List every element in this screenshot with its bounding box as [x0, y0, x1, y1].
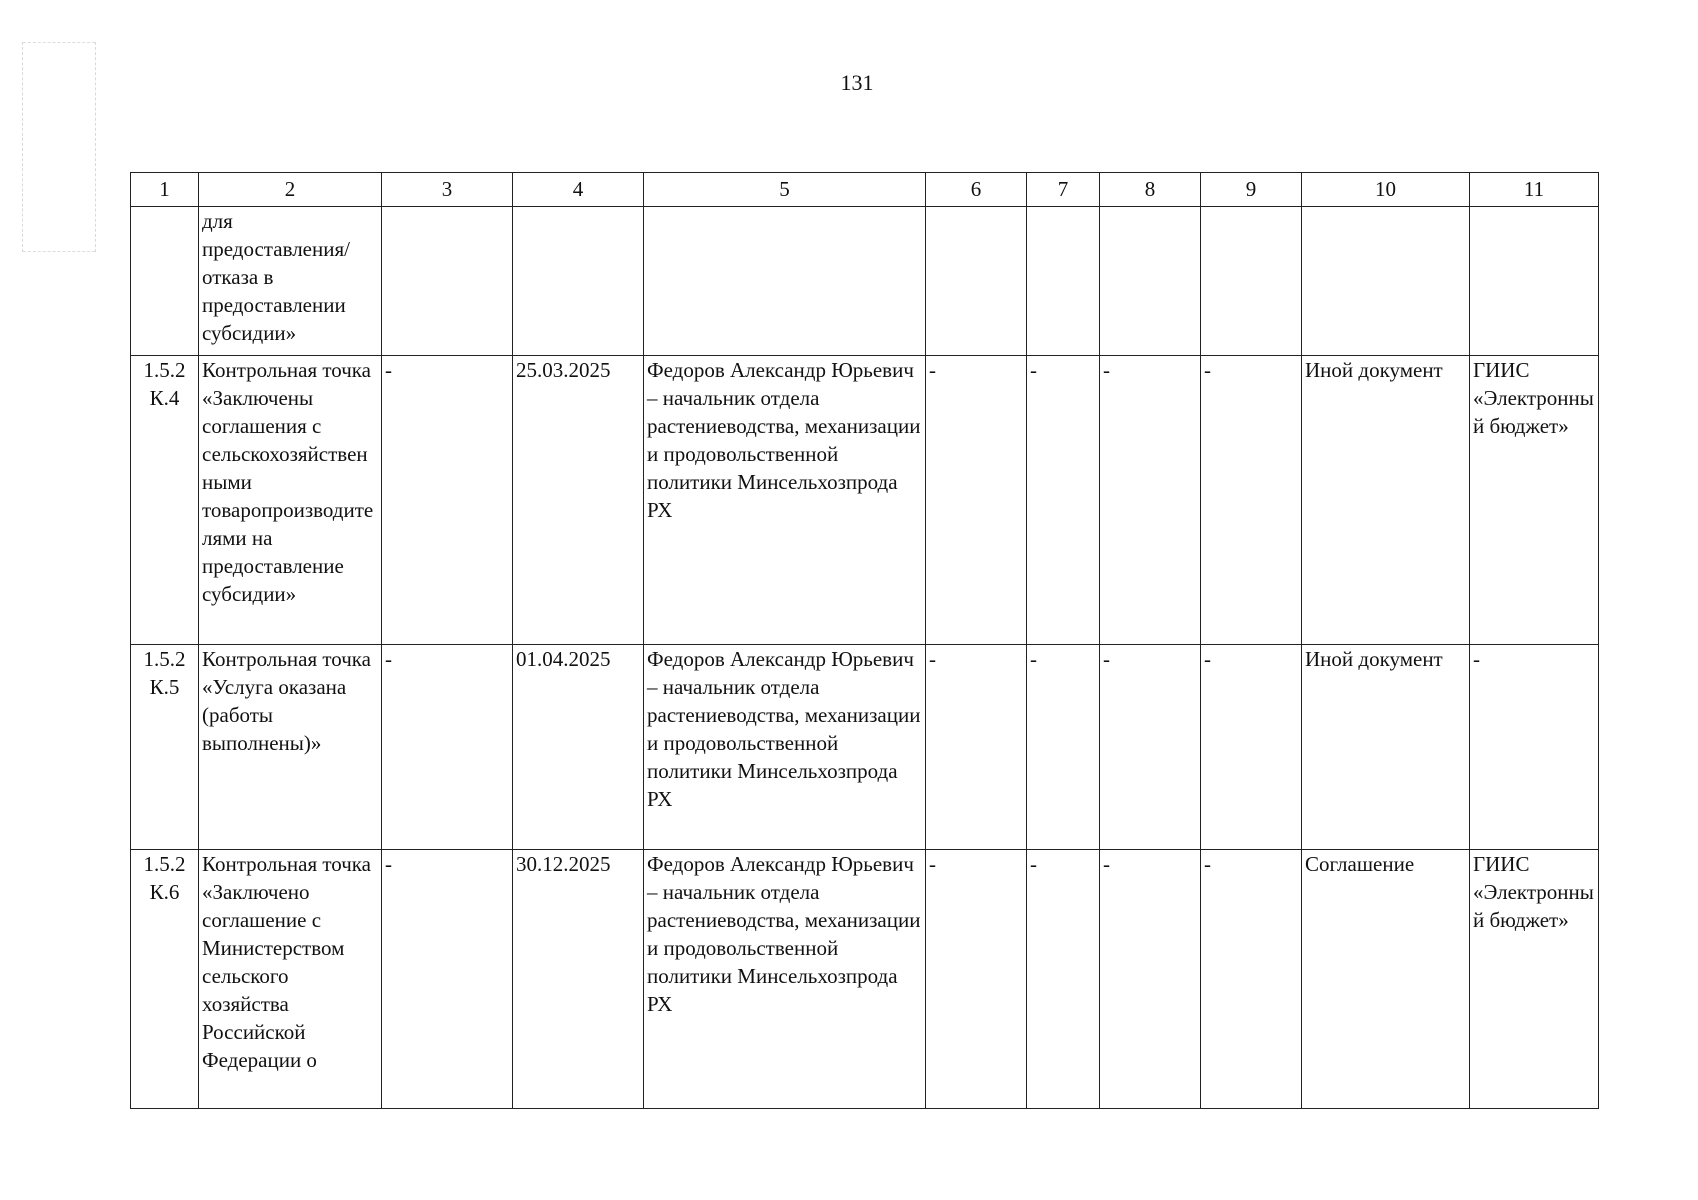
event-name-cell: Контрольная точка «Заключены соглашения с сельскохозяйственными товаропроизводителями на предоставление субсидии» [199, 356, 382, 645]
table-header-row [131, 173, 1599, 207]
cell-col-7: - [1027, 850, 1100, 1109]
cell-col-3: - [382, 645, 513, 850]
info-system-cell [1470, 207, 1599, 356]
col-header-5: 5 [644, 173, 926, 207]
col-header-10: 10 [1302, 173, 1470, 207]
cell-col-8: - [1100, 850, 1201, 1109]
event-name-cell: Контрольная точка «Услуга оказана (работы выполнены)» [199, 645, 382, 850]
table-row [131, 356, 1599, 645]
cell-col-3: - [382, 356, 513, 645]
row-number-cell [131, 207, 199, 356]
document-type-cell: Иной документ [1302, 645, 1470, 850]
row-number-cell: 1.5.2 К.6 [131, 850, 199, 1109]
col-header-1: 1 [131, 173, 199, 207]
schedule-table [130, 172, 1599, 1109]
info-system-cell: - [1470, 645, 1599, 850]
row-number-cell: 1.5.2 К.5 [131, 645, 199, 850]
col-header-6: 6 [926, 173, 1027, 207]
cell-col-6: - [926, 850, 1027, 1109]
row-number-cell: 1.5.2 К.4 [131, 356, 199, 645]
date-cell: 01.04.2025 [513, 645, 644, 850]
info-system-cell: ГИИС «Электронный бюджет» [1470, 850, 1599, 1109]
col-header-7: 7 [1027, 173, 1100, 207]
cell-col-6: - [926, 645, 1027, 850]
cell-col-9: - [1201, 356, 1302, 645]
cell-col-8: - [1100, 356, 1201, 645]
cell-col-7: - [1027, 356, 1100, 645]
responsible-cell: Федоров Александр Юрьевич – начальник отдела растениеводства, механизации и продовольственной политики Минсельхозпрода РХ [644, 645, 926, 850]
event-name-cell: Контрольная точка «Заключено соглашение с Министерством сельского хозяйства Российской Федерации о [199, 850, 382, 1109]
responsible-cell: Федоров Александр Юрьевич – начальник отдела растениеводства, механизации и продовольственной политики Минсельхозпрода РХ [644, 850, 926, 1109]
cell-col-6: - [926, 356, 1027, 645]
cell-col-9: - [1201, 850, 1302, 1109]
responsible-cell [644, 207, 926, 356]
date-cell: 30.12.2025 [513, 850, 644, 1109]
document-type-cell [1302, 207, 1470, 356]
document-type-cell: Соглашение [1302, 850, 1470, 1109]
info-system-cell: ГИИС «Электронный бюджет» [1470, 356, 1599, 645]
cell-col-6 [926, 207, 1027, 356]
document-type-cell: Иной документ [1302, 356, 1470, 645]
responsible-cell: Федоров Александр Юрьевич – начальник отдела растениеводства, механизации и продовольственной политики Минсельхозпрода РХ [644, 356, 926, 645]
cell-col-3 [382, 207, 513, 356]
col-header-2: 2 [199, 173, 382, 207]
date-cell: 25.03.2025 [513, 356, 644, 645]
cell-col-3: - [382, 850, 513, 1109]
table-row [131, 850, 1599, 1109]
cell-col-8 [1100, 207, 1201, 356]
table-row [131, 207, 1599, 356]
col-header-9: 9 [1201, 173, 1302, 207]
col-header-11: 11 [1470, 173, 1599, 207]
cell-col-8: - [1100, 645, 1201, 850]
col-header-4: 4 [513, 173, 644, 207]
table-row [131, 645, 1599, 850]
cell-col-7: - [1027, 645, 1100, 850]
page-number: 131 [840, 70, 874, 95]
col-header-3: 3 [382, 173, 513, 207]
col-header-8: 8 [1100, 173, 1201, 207]
cell-col-9: - [1201, 645, 1302, 850]
cell-col-7 [1027, 207, 1100, 356]
event-name-cell: для предоставления/ отказа в предоставлении субсидии» [199, 207, 382, 356]
date-cell [513, 207, 644, 356]
cell-col-9 [1201, 207, 1302, 356]
